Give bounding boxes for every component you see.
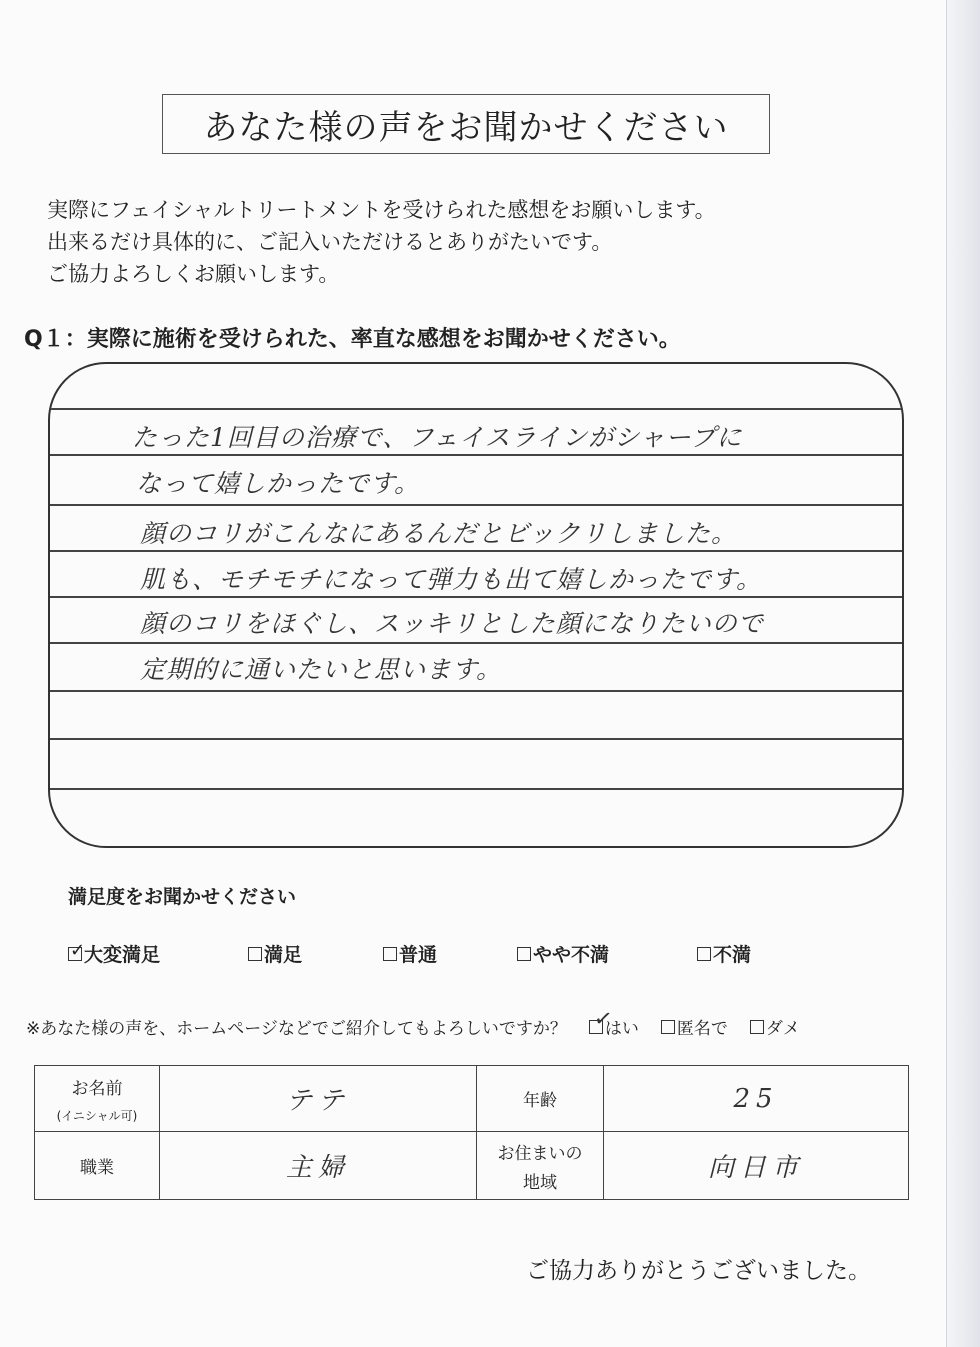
form-title-box <box>162 94 770 154</box>
ruled-line <box>50 788 902 790</box>
consent-question: ※あなた様の声を、ホームページなどでご紹介してもよろしいですか？ <box>26 1019 567 1039</box>
satisfaction-option-neutral[interactable] <box>383 940 437 967</box>
consent-option-yes[interactable] <box>589 1005 639 1039</box>
ruled-line <box>50 454 902 456</box>
question-1-label: Q１：実際に施術を受けられた、率直な感想をお聞かせください。 <box>24 327 681 352</box>
intro-line: ご協力よろしくお願いします。 <box>47 262 340 286</box>
age-label-cell <box>477 1066 604 1132</box>
ruled-line <box>50 408 902 410</box>
checkbox[interactable] <box>697 947 711 961</box>
job-label-cell <box>35 1132 160 1200</box>
job-value: 主婦 <box>285 1153 350 1183</box>
consent-option-anonymous[interactable] <box>661 1014 728 1039</box>
name-note: (イニシャル可) <box>56 1108 138 1123</box>
age-value-cell[interactable] <box>604 1066 909 1132</box>
handwritten-answer-line: 肌も、モチモチになって弾力も出て嬉しかったです。 <box>140 565 763 594</box>
ruled-line <box>50 738 902 740</box>
profile-table <box>34 1065 909 1200</box>
ruled-line <box>50 642 902 644</box>
area-label: 地域 <box>523 1172 557 1193</box>
option-label: ダメ <box>765 1019 800 1039</box>
intro-line: 実際にフェイシャルトリートメントを受けられた感想をお願いします。 <box>47 198 716 222</box>
option-label: はい <box>604 1019 639 1039</box>
handwritten-answer-line: 定期的に通いたいと思います。 <box>140 655 503 684</box>
satisfaction-title: 満足度をお聞かせください <box>68 886 297 908</box>
area-value-cell[interactable] <box>604 1132 909 1200</box>
checkbox[interactable] <box>68 939 86 961</box>
option-label: 不満 <box>713 944 752 966</box>
handwritten-answer-line: なって嬉しかったです。 <box>136 469 421 498</box>
name-label: お名前 <box>71 1078 123 1099</box>
area-label-cell <box>477 1132 604 1200</box>
checkbox[interactable] <box>589 1005 614 1034</box>
area-value: 向日市 <box>707 1153 804 1183</box>
name-value-cell[interactable] <box>160 1066 477 1132</box>
ruled-line <box>50 504 902 506</box>
age-label: 年齢 <box>523 1091 557 1111</box>
job-value-cell[interactable] <box>160 1132 477 1200</box>
checkbox[interactable] <box>750 1020 764 1034</box>
intro-text <box>47 194 716 290</box>
age-value: 25 <box>733 1083 779 1114</box>
option-label: やや不満 <box>533 944 610 966</box>
consent-option-no[interactable] <box>750 1014 800 1039</box>
satisfaction-option-very-satisfied[interactable] <box>68 940 160 967</box>
checkbox[interactable] <box>517 947 531 961</box>
option-label: 普通 <box>399 944 438 966</box>
option-label: 大変満足 <box>84 944 161 966</box>
checkbox[interactable] <box>248 947 262 961</box>
intro-line: 出来るだけ具体的に、ご記入いただけるとありがたいです。 <box>47 230 613 254</box>
homepage-consent <box>26 1005 800 1039</box>
ruled-line <box>50 550 902 552</box>
page-edge-line <box>946 0 947 1347</box>
option-label: 満足 <box>264 944 303 966</box>
name-value: テテ <box>285 1086 350 1116</box>
satisfaction-option-satisfied[interactable] <box>248 940 302 967</box>
ruled-line <box>50 690 902 692</box>
handwritten-answer-line: たった1回目の治療で、フェイスラインがシャープに <box>132 423 743 452</box>
check-mark-icon: ✓ <box>592 1005 614 1033</box>
area-label: お住まいの <box>497 1143 583 1164</box>
form-title: あなた様の声をお聞かせください <box>203 107 729 148</box>
checkbox[interactable] <box>383 947 397 961</box>
thank-you-message: ご協力ありがとうございました。 <box>526 1258 871 1284</box>
check-mark-icon: ✓ <box>70 939 86 961</box>
ruled-line <box>50 596 902 598</box>
name-label-cell <box>35 1066 160 1132</box>
handwritten-answer-line: 顔のコリがこんなにあるんだとビックリしました。 <box>140 519 738 548</box>
option-label: 匿名で <box>676 1019 728 1039</box>
page-edge-shadow <box>946 0 980 1347</box>
satisfaction-option-dissatisfied[interactable] <box>697 940 751 967</box>
handwritten-answer-line: 顔のコリをほぐし、スッキリとした顔になりたいので <box>140 609 764 638</box>
job-label: 職業 <box>80 1158 114 1178</box>
satisfaction-option-somewhat-dissatisfied[interactable] <box>517 940 609 967</box>
checkbox[interactable] <box>661 1020 675 1034</box>
